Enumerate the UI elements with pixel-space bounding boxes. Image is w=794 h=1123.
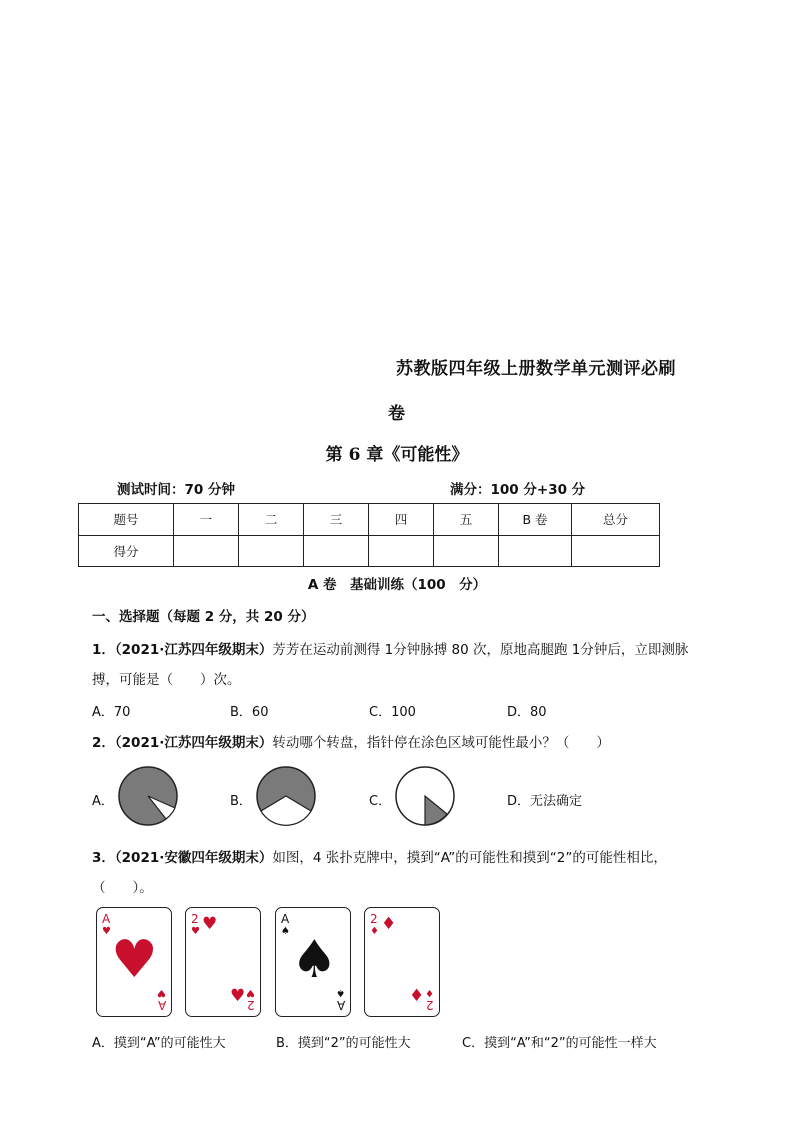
diamond-icon: ♦ xyxy=(381,914,397,934)
question-number: 3． xyxy=(92,850,115,866)
full-score: 满分：100 分+30 分 xyxy=(450,482,586,498)
diamond-icon: ♦ xyxy=(425,987,434,998)
option-a[interactable]: A．摸到“A”的可能性大 xyxy=(92,1036,226,1051)
question-2 xyxy=(92,731,610,751)
score-input-cell[interactable] xyxy=(304,535,369,567)
question-1-continued: 搏，可能是（ ）次。 xyxy=(92,672,241,688)
question-source: （2021·安徽四年级期末） xyxy=(114,850,273,866)
section-title: A 卷 基础训练（100 分） xyxy=(307,577,487,593)
option-c[interactable]: C．100 xyxy=(369,705,416,720)
table-cell: 题号 xyxy=(79,504,174,536)
card-rank: A xyxy=(102,912,111,926)
document-title: 苏教版四年级上册数学单元测评必刷 xyxy=(396,359,676,379)
question-number: 2． xyxy=(92,735,115,751)
table-cell: B 卷 xyxy=(499,504,572,536)
score-input-cell[interactable] xyxy=(572,535,660,567)
card-rank: 2 xyxy=(426,998,434,1012)
heart-icon: ♥ xyxy=(230,986,246,1006)
option-d[interactable]: D．无法确定 xyxy=(507,794,583,809)
card-rank: A xyxy=(281,912,290,926)
card-rank: A xyxy=(336,998,345,1012)
heart-icon: ♥ xyxy=(102,926,111,937)
table-cell: 得分 xyxy=(79,535,174,567)
option-a-label[interactable]: A． xyxy=(92,794,114,809)
table-row xyxy=(79,504,660,536)
table-cell: 三 xyxy=(304,504,369,536)
score-input-cell[interactable] xyxy=(239,535,304,567)
question-text: 如图，4 张扑克牌中，摸到“A”的可能性和摸到“2”的可能性相比， xyxy=(272,850,667,866)
score-input-cell[interactable] xyxy=(369,535,434,567)
playing-card-a-hearts xyxy=(96,907,172,1017)
question-text: 转动哪个转盘，指针停在涂色区域可能性最小？（ ） xyxy=(272,735,610,751)
table-row xyxy=(79,535,660,567)
option-b[interactable]: B．60 xyxy=(230,705,269,720)
heart-icon: ♥ xyxy=(191,926,200,937)
question-3 xyxy=(92,846,667,866)
playing-card-2-hearts xyxy=(185,907,261,1017)
diamond-icon: ♦ xyxy=(370,926,379,937)
document-title-continued: 卷 xyxy=(388,404,405,424)
question-source: （2021·江苏四年级期末） xyxy=(114,642,273,658)
option-b-label[interactable]: B． xyxy=(230,794,252,809)
heart-icon: ♥ xyxy=(246,987,255,998)
diamond-icon: ♦ xyxy=(409,986,425,1006)
part-heading: 一、选择题（每题 2 分，共 20 分） xyxy=(92,609,315,625)
spade-icon: ♠ xyxy=(336,987,345,998)
spade-icon: ♠ xyxy=(291,930,338,990)
playing-card-2-diamonds xyxy=(364,907,440,1017)
table-cell: 五 xyxy=(434,504,499,536)
playing-card-a-spades xyxy=(275,907,351,1017)
spinner-a xyxy=(117,765,179,827)
table-cell: 四 xyxy=(369,504,434,536)
option-d[interactable]: D．80 xyxy=(507,705,547,720)
card-rank: A xyxy=(157,998,166,1012)
card-rank: 2 xyxy=(247,998,255,1012)
heart-icon: ♥ xyxy=(111,930,158,990)
spade-icon: ♠ xyxy=(281,926,290,937)
question-source: （2021·江苏四年级期末） xyxy=(114,735,273,751)
heart-icon: ♥ xyxy=(202,914,218,934)
question-number: 1． xyxy=(92,642,115,658)
option-c[interactable]: C．摸到“A”和“2”的可能性一样大 xyxy=(462,1036,657,1051)
question-3-continued: （ ）。 xyxy=(92,880,153,896)
score-input-cell[interactable] xyxy=(434,535,499,567)
heart-icon: ♥ xyxy=(157,987,166,998)
spinner-b xyxy=(255,765,317,827)
table-cell: 二 xyxy=(239,504,304,536)
question-text: 芳芳在运动前测得 1分钟脉搏 80 次，原地高腿跑 1分钟后，立即测脉 xyxy=(272,642,689,658)
question-1 xyxy=(92,638,688,658)
score-table xyxy=(78,503,660,567)
option-c-label[interactable]: C． xyxy=(369,794,392,809)
spinner-c xyxy=(394,765,456,827)
card-rank: 2 xyxy=(370,912,378,926)
test-time: 测试时间：70 分钟 xyxy=(117,482,235,498)
option-a[interactable]: A．70 xyxy=(92,705,131,720)
table-cell: 一 xyxy=(174,504,239,536)
table-cell: 总分 xyxy=(572,504,660,536)
score-input-cell[interactable] xyxy=(174,535,239,567)
score-input-cell[interactable] xyxy=(499,535,572,567)
option-b[interactable]: B．摸到“2”的可能性大 xyxy=(276,1036,411,1051)
chapter-title: 第 6 章《可能性》 xyxy=(325,445,469,465)
card-rank: 2 xyxy=(191,912,199,926)
